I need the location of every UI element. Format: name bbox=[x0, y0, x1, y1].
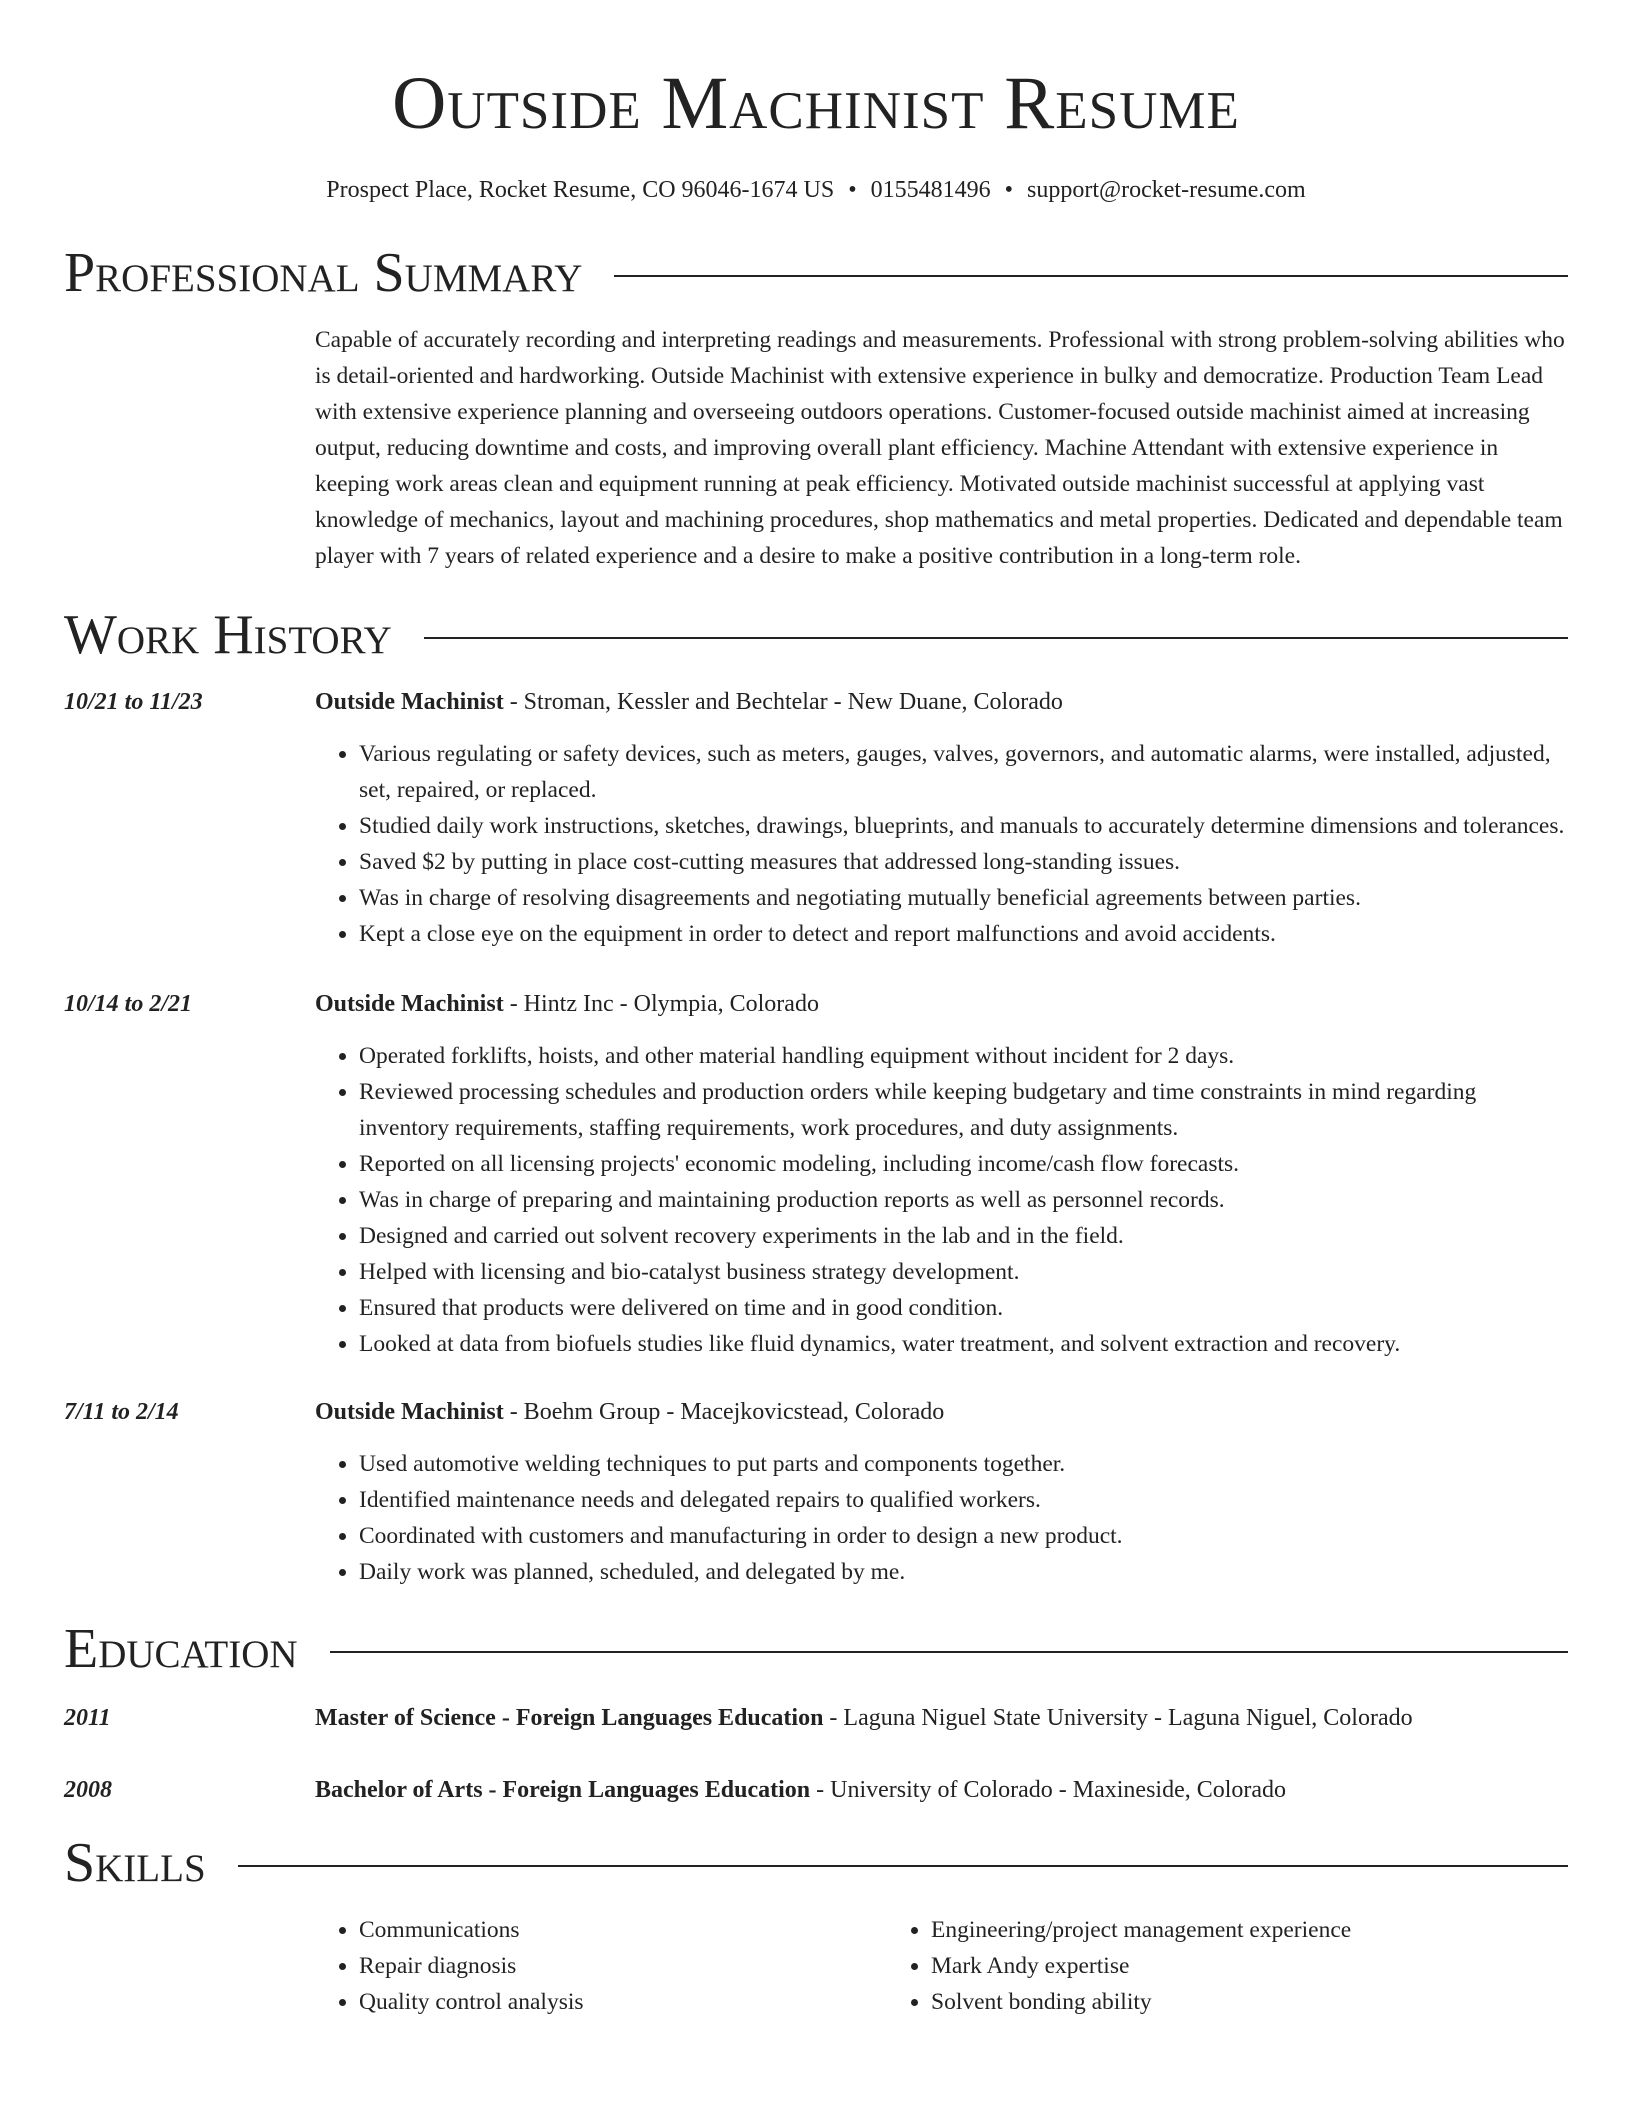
education-list bbox=[64, 1700, 1568, 1808]
education-year: 2008 bbox=[64, 1777, 112, 1803]
education-degree: Master of Science - Foreign Languages Education bbox=[315, 1705, 824, 1731]
address: Prospect Place, Rocket Resume, CO 96046-1674 US bbox=[326, 177, 835, 203]
job-title-line bbox=[315, 684, 1568, 720]
education-school: - University of Colorado - Maxineside, Colorado bbox=[810, 1777, 1287, 1803]
job-role: Outside Machinist bbox=[315, 1399, 504, 1425]
job-employer: - Stroman, Kessler and Bechtelar - New Duane, Colorado bbox=[503, 689, 1063, 715]
section-header-summary bbox=[64, 238, 1568, 308]
job-title-line bbox=[315, 986, 1568, 1022]
education-year: 2011 bbox=[64, 1705, 111, 1731]
job-entry bbox=[64, 986, 1568, 1362]
education-entry bbox=[64, 1700, 1568, 1736]
job-dates: 10/14 to 2/21 bbox=[64, 991, 193, 1017]
summary-text: Capable of accurately recording and interpreting readings and measurements. Professional with strong problem-solving abilities who is detail-oriented and hardworking. Outside Machinist with extensive experience in bulky and democratize. Production Team Lead with extensive experience planning and overseeing outdoors operations. Customer-focused outside machinist aimed at increasing output, reducing downtime and costs, and improving overall plant efficiency. Machine Attendant with extensive experience in keeping work areas clean and equipment running at peak efficiency. Motivated outside machinist successful at applying vast knowledge of mechanics, layout and machining procedures, shop mathematics and metal properties. Dedicated and dependable team player with 7 years of related experience and a desire to make a positive contribution in a long-term role. bbox=[315, 327, 1565, 569]
job-body bbox=[315, 1394, 1568, 1590]
email: support@rocket-resume.com bbox=[1027, 177, 1306, 203]
job-title-line bbox=[315, 1394, 1568, 1430]
job-dates: 7/11 to 2/14 bbox=[64, 1399, 179, 1425]
section-title-summary: Professional Summary bbox=[64, 242, 583, 304]
skills-grid bbox=[315, 1912, 1568, 2020]
list-item: • Studied daily work instructions, sketches, drawings, blueprints, and manuals to accurately determine dimensions and tolerances. bbox=[359, 808, 1568, 844]
job-duties bbox=[315, 1446, 1568, 1590]
section-title-skills: Skills bbox=[64, 1832, 206, 1894]
job-role: Outside Machinist bbox=[315, 689, 504, 715]
education-body bbox=[315, 1700, 1568, 1736]
job-dates: 10/21 to 11/23 bbox=[64, 689, 203, 715]
job-duties bbox=[315, 1038, 1568, 1362]
skill-item: • Mark Andy expertise bbox=[931, 1948, 1459, 1984]
education-entry bbox=[64, 1772, 1568, 1808]
list-item: • Used automotive welding techniques to put parts and components together. bbox=[359, 1446, 1568, 1482]
job-body bbox=[315, 684, 1568, 952]
job-duties bbox=[315, 736, 1568, 952]
list-item: • Daily work was planned, scheduled, and delegated by me. bbox=[359, 1554, 1568, 1590]
list-item: • Reported on all licensing projects' economic modeling, including income/cash flow forecasts. bbox=[359, 1146, 1568, 1182]
skill-item: • Communications bbox=[359, 1912, 887, 1948]
section-rule bbox=[238, 1865, 1568, 1867]
separator: • bbox=[848, 177, 857, 203]
section-header-education bbox=[64, 1614, 1568, 1684]
list-item: • Looked at data from biofuels studies like fluid dynamics, water treatment, and solvent extraction and recovery. bbox=[359, 1326, 1568, 1362]
section-title-work: Work History bbox=[64, 604, 392, 666]
education-body bbox=[315, 1772, 1568, 1808]
list-item: • Kept a close eye on the equipment in order to detect and report malfunctions and avoid accidents. bbox=[359, 916, 1568, 952]
list-item: • Was in charge of resolving disagreements and negotiating mutually beneficial agreements between parties. bbox=[359, 880, 1568, 916]
list-item: • Helped with licensing and bio-catalyst business strategy development. bbox=[359, 1254, 1568, 1290]
section-title-education: Education bbox=[64, 1618, 298, 1680]
list-item: • Reviewed processing schedules and production orders while keeping budgetary and time constraints in mind regarding inventory requirements, staffing requirements, work procedures, and duty assignments. bbox=[359, 1074, 1568, 1146]
section-rule bbox=[614, 275, 1568, 277]
list-item: • Ensured that products were delivered on time and in good condition. bbox=[359, 1290, 1568, 1326]
education-school: - Laguna Niguel State University - Laguna Niguel, Colorado bbox=[823, 1705, 1413, 1731]
work-history-list bbox=[64, 684, 1568, 1590]
skills-column-right bbox=[887, 1912, 1459, 2020]
list-item: • Identified maintenance needs and delegated repairs to qualified workers. bbox=[359, 1482, 1568, 1518]
list-item: • Various regulating or safety devices, such as meters, gauges, valves, governors, and automatic alarms, were installed, adjusted, set, repaired, or replaced. bbox=[359, 736, 1568, 808]
section-rule bbox=[424, 637, 1568, 639]
skill-item: • Engineering/project management experience bbox=[931, 1912, 1459, 1948]
list-item: • Saved $2 by putting in place cost-cutting measures that addressed long-standing issues. bbox=[359, 844, 1568, 880]
job-employer: - Boehm Group - Macejkovicstead, Colorado bbox=[503, 1399, 945, 1425]
contact-line bbox=[64, 174, 1568, 206]
section-rule bbox=[330, 1651, 1568, 1653]
list-item: • Designed and carried out solvent recovery experiments in the lab and in the field. bbox=[359, 1218, 1568, 1254]
separator: • bbox=[1004, 177, 1014, 203]
section-header-skills bbox=[64, 1828, 1568, 1898]
job-employer: - Hintz Inc - Olympia, Colorado bbox=[503, 991, 819, 1017]
job-body bbox=[315, 986, 1568, 1362]
skill-item: • Quality control analysis bbox=[359, 1984, 887, 2020]
skill-item: • Repair diagnosis bbox=[359, 1948, 887, 1984]
list-item: • Coordinated with customers and manufacturing in order to design a new product. bbox=[359, 1518, 1568, 1554]
job-entry bbox=[64, 684, 1568, 952]
section-header-work bbox=[64, 600, 1568, 670]
resume-title: Outside Machinist Resume bbox=[392, 62, 1240, 145]
phone: 0155481496 bbox=[870, 177, 991, 203]
job-role: Outside Machinist bbox=[315, 991, 504, 1017]
list-item: • Was in charge of preparing and maintaining production reports as well as personnel records. bbox=[359, 1182, 1568, 1218]
job-entry bbox=[64, 1394, 1568, 1590]
education-degree: Bachelor of Arts - Foreign Languages Education bbox=[315, 1777, 811, 1803]
skill-item: • Solvent bonding ability bbox=[931, 1984, 1459, 2020]
skills-column-left bbox=[315, 1912, 887, 2020]
list-item: • Operated forklifts, hoists, and other material handling equipment without incident for 2 days. bbox=[359, 1038, 1568, 1074]
